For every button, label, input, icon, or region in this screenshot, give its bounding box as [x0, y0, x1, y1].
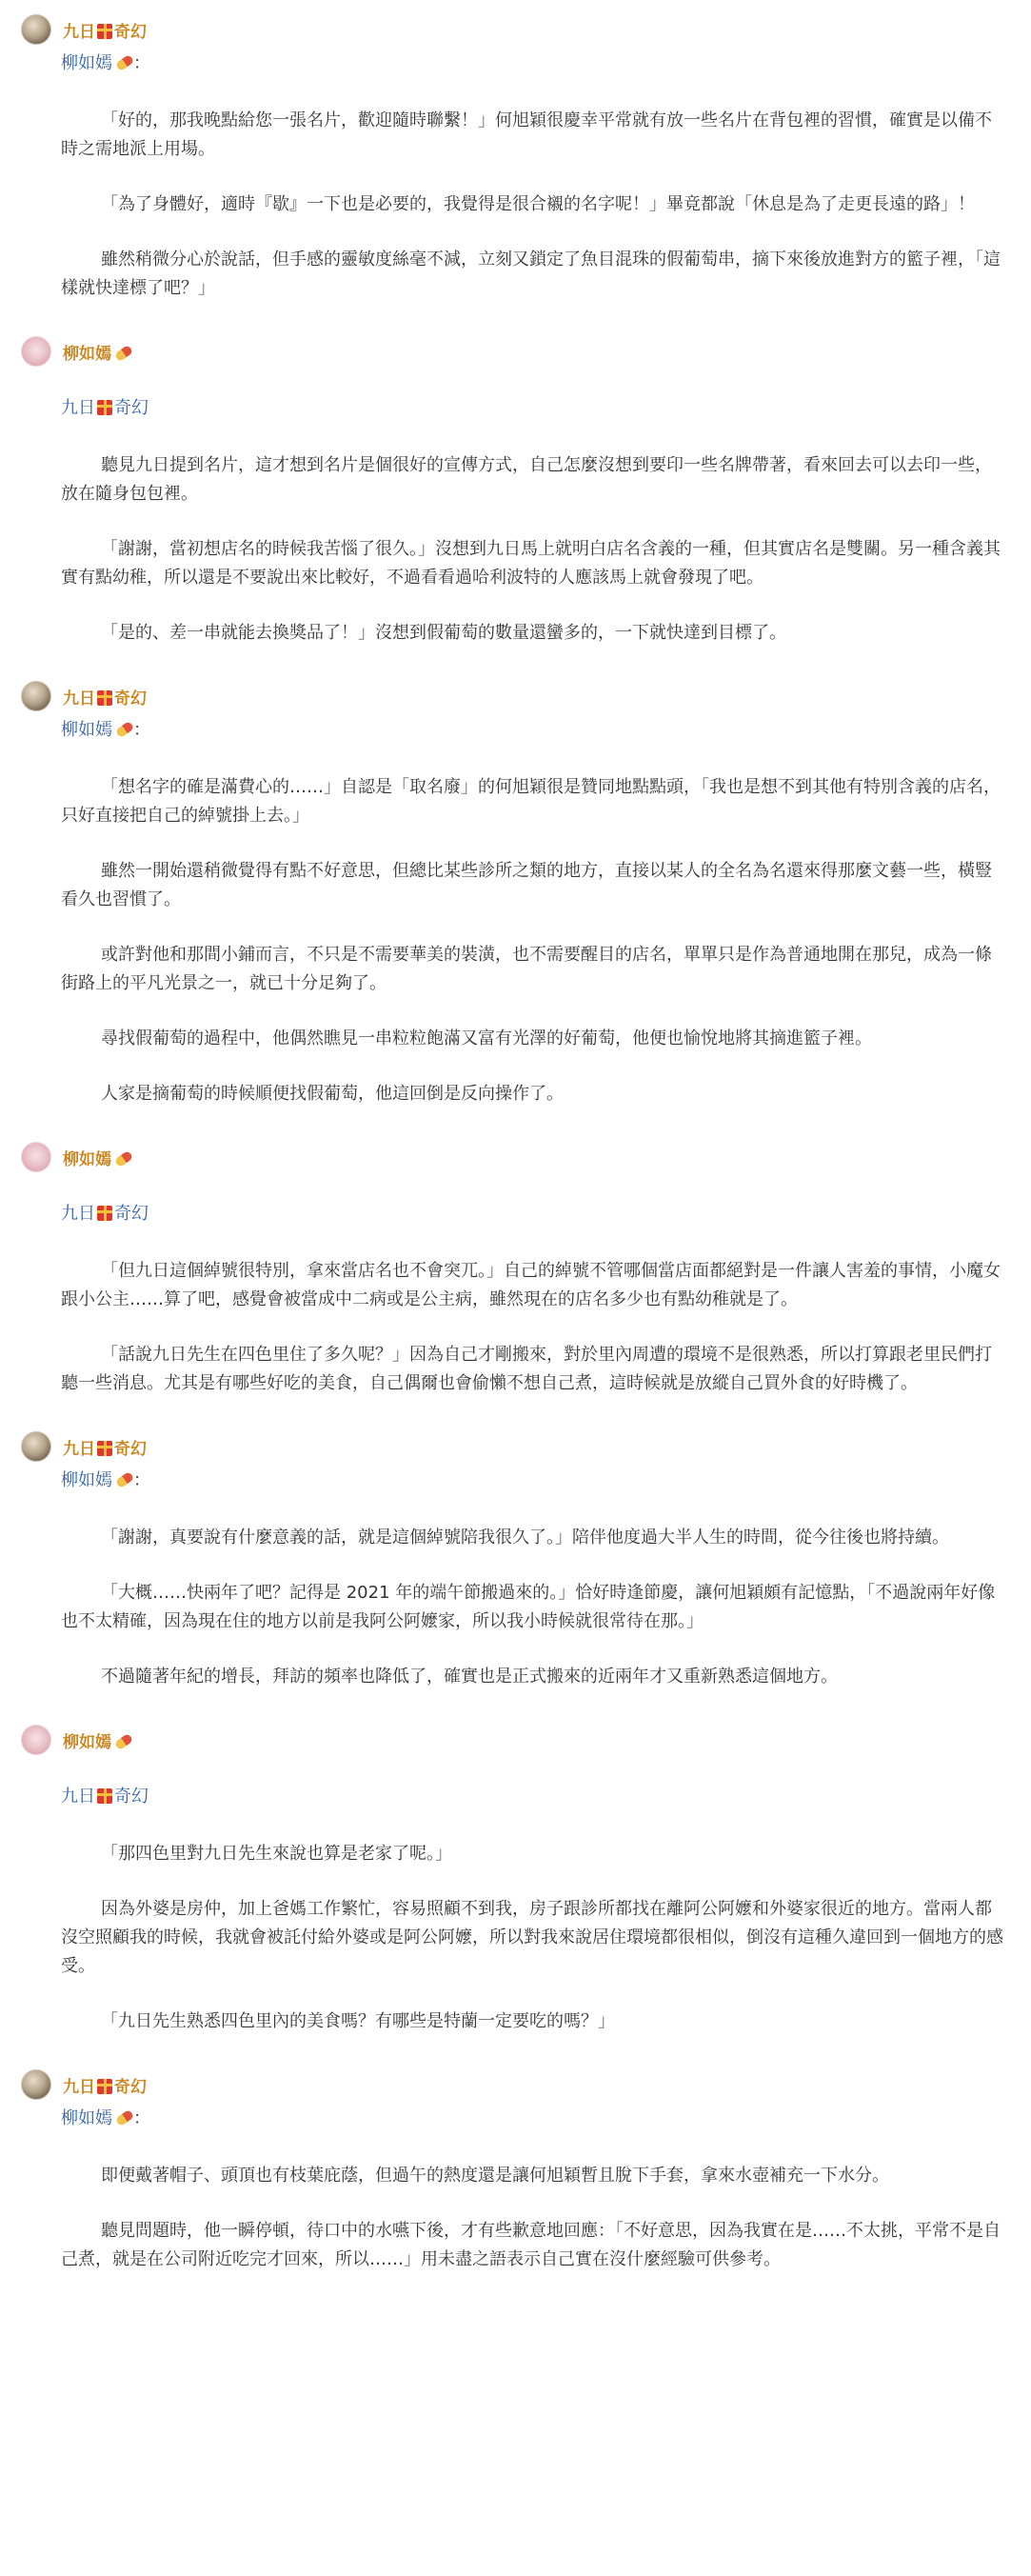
comment-post	[0, 1143, 1031, 1432]
colon: ：	[133, 53, 150, 73]
pill-icon	[115, 54, 134, 72]
reply-to-name[interactable]: 柳如嫣	[61, 2108, 112, 2128]
post-header	[21, 1143, 1006, 1171]
reply-to-name[interactable]: 柳如嫣	[61, 53, 112, 73]
colon: ：	[133, 1470, 150, 1490]
post-paragraph: 「九日先生熟悉四色里內的美食嗎？有哪些是特蘭一定要吃的嗎？」	[101, 2011, 615, 2031]
post-paragraph: 尋找假葡萄的過程中，他偶然瞧見一串粒粒飽滿又富有光澤的好葡萄，他便也愉悅地將其摘進籃子裡。	[101, 1028, 872, 1048]
avatar[interactable]	[21, 2069, 51, 2100]
colon: ：	[133, 2108, 150, 2128]
pill-icon	[115, 2109, 134, 2127]
pill-icon	[115, 1471, 134, 1489]
reply-to-name[interactable]: 柳如嫣	[61, 1470, 112, 1490]
post-paragraph: 「好的，那我晚點給您一張名片，歡迎隨時聯繫！」何旭穎很慶幸平常就有放一些名片在背包裡的習慣，確實是以備不時之需地派上用場。	[61, 110, 992, 159]
gift-icon	[97, 1441, 112, 1456]
post-paragraph: 「話說九日先生在四色里住了多久呢？」因為自己才剛搬來，對於里內周遭的環境不是很熟悉，所以打算跟老里民們打聽一些消息。尤其是有哪些好吃的美食，自己偶爾也會偷懶不想自己煮，這時候就是放縱自己買外食的好時機了。	[61, 1345, 992, 1393]
reply-to-suffix: 奇幻	[114, 1204, 149, 1224]
avatar[interactable]	[21, 1142, 51, 1172]
post-separator	[21, 329, 1006, 337]
post-header	[21, 15, 1006, 44]
comment-post	[0, 337, 1031, 682]
author-name-text: 柳如嫣	[63, 1732, 111, 1752]
post-header	[21, 337, 1006, 366]
post-separator	[21, 1718, 1006, 1726]
post-paragraph: 「想名字的確是滿費心的……」自認是「取名廢」的何旭穎很是贊同地點點頭，「我也是想不到其他有特別含義的店名，只好直接把自己的綽號掛上去。」	[61, 777, 1001, 826]
post-body	[61, 451, 1006, 648]
post-paragraph: 或許對他和那間小鋪而言，不只是不需要華美的裝潢，也不需要醒目的店名，單單只是作為普通地開在那兒，成為一條街路上的平凡光景之一，就已十分足夠了。	[61, 945, 992, 993]
post-paragraph: 「為了身體好，適時『歇』一下也是必要的，我覺得是很合襯的名字呢！」畢竟都說「休息是為了走更長遠的路」！	[101, 194, 975, 214]
reply-to-line	[61, 716, 1006, 741]
author-name-text: 九日	[63, 1439, 95, 1459]
post-paragraph: 雖然一開始還稍微覺得有點不好意思，但總比某些診所之類的地方，直接以某人的全名為名還來得那麼文藝一些，橫豎看久也習慣了。	[61, 861, 992, 909]
gift-icon	[97, 2079, 112, 2094]
post-paragraph: 人家是摘葡萄的時候順便找假葡萄，他這回倒是反向操作了。	[101, 1084, 564, 1104]
post-paragraph: 「但九日這個綽號很特別，拿來當店名也不會突兀。」自己的綽號不管哪個當店面都絕對是一件讓人害羞的事情，小魔女跟小公主……算了吧，感覺會被當成中二病或是公主病，雖然現在的店名多少也有點幼稚就是了。	[61, 1261, 1001, 1309]
post-paragraph: 不過隨著年紀的增長，拜訪的頻率也降低了，確實也是正式搬來的近兩年才又重新熟悉這個地方。	[101, 1667, 838, 1687]
reply-to-name[interactable]: 九日	[61, 398, 95, 418]
post-paragraph: 聽見問題時，他一瞬停頓，待口中的水嚥下後，才有些歉意地回應：「不好意思，因為我實在是……不太挑，平常不是自己煮，就是在公司附近吃完才回來，所以……」用未盡之語表示自己實在沒什麼經驗可供參考。	[61, 2221, 1001, 2269]
author-suffix: 奇幻	[114, 2077, 147, 2097]
pill-icon	[114, 1149, 133, 1168]
post-paragraph: 「大概……快兩年了吧？記得是 2021 年的端午節搬過來的。」恰好時逢節慶，讓何旭穎頗有記憶點，「不過說兩年好像也不太精確，因為現在住的地方以前是我阿公阿嬤家，所以我小時候就很常待在那。」	[61, 1583, 996, 1631]
post-header	[21, 1432, 1006, 1461]
post-paragraph: 「那四色里對九日先生來說也算是老家了呢。」	[101, 1844, 452, 1864]
post-paragraph: 即便戴著帽子、頭頂也有枝葉庇蔭，但過午的熱度還是讓何旭穎暫且脫下手套，拿來水壺補充一下水分。	[101, 2166, 889, 2186]
author-suffix: 奇幻	[114, 22, 147, 42]
post-paragraph: 雖然稍微分心於說話，但手感的靈敏度絲毫不減，立刻又鎖定了魚目混珠的假葡萄串，摘下來後放進對方的籃子裡，「這樣就快達標了吧？」	[61, 250, 1001, 298]
author-name-text: 柳如嫣	[63, 344, 111, 364]
post-header	[21, 682, 1006, 710]
author-name[interactable]	[63, 340, 132, 364]
post-body	[61, 2162, 1006, 2274]
pill-icon	[114, 1732, 133, 1750]
avatar[interactable]	[21, 1431, 51, 1462]
author-name-text: 柳如嫣	[63, 1149, 111, 1169]
gift-icon	[97, 1206, 112, 1221]
post-separator	[21, 674, 1006, 682]
post-separator	[21, 1425, 1006, 1432]
reply-to-name[interactable]: 九日	[61, 1204, 95, 1224]
comment-post	[0, 1432, 1031, 1726]
post-paragraph: 聽見九日提到名片，這才想到名片是個很好的宣傳方式，自己怎麼沒想到要印一些名牌帶著，看來回去可以去印一些，放在隨身包包裡。	[61, 455, 992, 504]
avatar[interactable]	[21, 1725, 51, 1755]
comment-post	[0, 1726, 1031, 2070]
author-name-text: 九日	[63, 689, 95, 709]
gift-icon	[97, 690, 112, 706]
author-name[interactable]	[63, 1146, 132, 1169]
author-name-text: 九日	[63, 22, 95, 42]
avatar[interactable]	[21, 681, 51, 711]
author-name[interactable]	[63, 18, 147, 42]
post-body	[61, 773, 1006, 1108]
reply-to-suffix: 奇幻	[114, 398, 149, 418]
reply-to-name[interactable]: 柳如嫣	[61, 720, 112, 740]
reply-to-line	[61, 50, 1006, 74]
gift-icon	[97, 1788, 112, 1804]
pill-icon	[114, 344, 133, 362]
avatar[interactable]	[21, 14, 51, 45]
pill-icon	[115, 721, 134, 739]
author-name[interactable]	[63, 1435, 147, 1459]
author-name[interactable]	[63, 1728, 132, 1752]
post-paragraph: 「是的、差一串就能去換獎品了！」沒想到假葡萄的數量還蠻多的，一下就快達到目標了。	[101, 623, 786, 643]
post-paragraph: 「謝謝，真要說有什麼意義的話，就是這個綽號陪我很久了。」陪伴他度過大半人生的時間，從今往後也將持續。	[101, 1528, 949, 1548]
post-body	[61, 1840, 1006, 2036]
avatar[interactable]	[21, 336, 51, 367]
post-body	[61, 1257, 1006, 1398]
post-paragraph: 「謝謝，當初想店名的時候我苦惱了很久。」沒想到九日馬上就明白店名含義的一種，但其實店名是雙關。另一種含義其實有點幼稚，所以還是不要說出來比較好，不過看看過哈利波特的人應該馬上就會發現了吧。	[61, 539, 1001, 588]
post-body	[61, 107, 1006, 303]
post-separator	[21, 2063, 1006, 2070]
author-suffix: 奇幻	[114, 1439, 147, 1459]
colon: ：	[133, 720, 150, 740]
reply-to-suffix: 奇幻	[114, 1787, 149, 1807]
post-body	[61, 1524, 1006, 1691]
comment-post	[0, 2070, 1031, 2308]
reply-to-line	[61, 2105, 1006, 2129]
post-separator	[21, 2301, 1006, 2308]
author-name-text: 九日	[63, 2077, 95, 2097]
reply-to-name[interactable]: 九日	[61, 1787, 95, 1807]
author-suffix: 奇幻	[114, 689, 147, 709]
post-header	[21, 1726, 1006, 1754]
post-separator	[21, 1135, 1006, 1143]
reply-to-line	[61, 1467, 1006, 1491]
gift-icon	[97, 400, 112, 415]
post-paragraph: 因為外婆是房仲，加上爸媽工作繁忙，容易照顧不到我，房子跟診所都找在離阿公阿嬤和外婆家很近的地方。當兩人都沒空照顧我的時候，我就會被託付給外婆或是阿公阿嬤，所以對我來說居住環境都很相似，倒沒有這種久違回到一個地方的感受。	[61, 1899, 1003, 1976]
comment-post	[0, 682, 1031, 1143]
post-header	[21, 2070, 1006, 2099]
reply-to-line	[61, 394, 1006, 419]
author-name[interactable]	[63, 2073, 147, 2097]
author-name[interactable]	[63, 685, 147, 709]
reply-to-line	[61, 1200, 1006, 1225]
reply-to-line	[61, 1783, 1006, 1807]
comment-post	[0, 15, 1031, 337]
gift-icon	[97, 24, 112, 39]
